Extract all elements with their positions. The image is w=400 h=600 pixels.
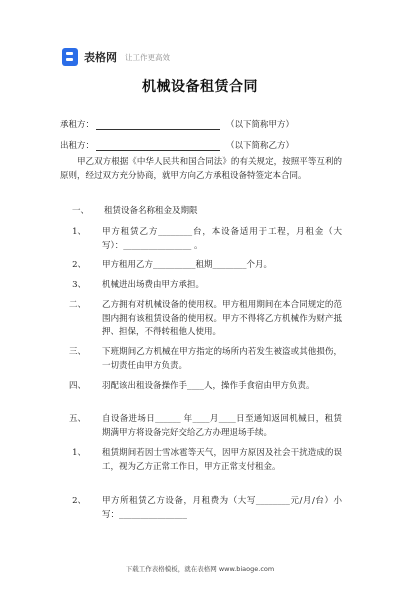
clause-text: 机械进出场费由甲方承担。 [102,280,205,290]
clause-text: 羽配该出租设备操作手____人，操作手食宿由甲方负责。 [102,381,315,391]
clause-5-2 [60,495,342,522]
clause-2 [60,299,342,340]
brand-slogan: 让工作更高效 [125,52,170,62]
lessee-label: 承租方： [60,120,95,130]
lessee-suffix: （以下简称甲方） [226,120,295,130]
clause-text: 甲方租赁乙方________台，本设备适用于工程，月租金（大写）：________________ 。 [102,227,342,251]
clause-number: 1、 [72,227,86,237]
clause-number: 3、 [72,280,86,290]
clause-number: 二、 [68,300,86,310]
clause-number: 1、 [72,448,86,458]
clause-number: 一、 [72,206,90,216]
clause-text: 自设备进场日______ 年____月____日至通知返回机械日，租赁期满甲方将设备完好交给乙方办理退场手续。 [102,414,342,438]
brand-name: 表格网 [84,51,117,64]
clause-1 [60,205,342,219]
lessor-label: 出租方： [60,141,95,151]
lessee-line [60,118,294,130]
clause-text: 甲方所租赁乙方设备，月租费为（大写________元/月/台）小写：________________ [102,496,342,520]
clause-5-1 [60,447,342,474]
clause-4 [60,380,342,394]
clause-text: 下班期间乙方机械在甲方指定的场所内若发生被盗或其他损伤，一切责任由甲方负责。 [102,347,342,371]
clause-number: 2、 [72,496,86,506]
clause-number: 五、 [68,414,86,424]
lessor-line [60,139,294,151]
clause-1-3 [60,279,342,293]
clause-text: 甲方租用乙方__________租期________个月。 [102,260,273,270]
clause-3 [60,346,342,373]
clause-5 [60,413,342,440]
clause-number: 四、 [68,381,86,391]
clause-number: 2、 [72,260,86,270]
lessor-suffix: （以下简称乙方） [226,141,295,151]
clause-text: 租赁期间若因士雪冰雹等天气，因甲方原因及社会干扰造成的误工，视为乙方正常工作日，甲方正常支付租金。 [102,448,342,472]
intro-paragraph: 甲乙双方根据《中华人民共和国合同法》的有关规定，按照平等互利的原则，经过双方充分协商，就甲方向乙方承租设备特签定本合同。 [60,157,342,181]
lessor-blank [96,142,220,151]
document-title: 机械设备租赁合同 [142,79,258,95]
clause-text: 租赁设备名称租金及期限 [104,206,198,216]
lessee-blank [96,121,220,130]
clause-text: 乙方拥有对机械设备的使用权。甲方租用期间在本合同规定的范围内拥有该租赁设备的使用权。甲方不得将乙方机械作为财产抵押、担保，不得转租他人使用。 [102,300,342,337]
page-footer: 下载工作表格模板，就在表格网 www.biaoge.com [125,565,275,573]
clause-number: 三、 [68,347,86,357]
brand-header [62,46,170,68]
biaoge-logo-icon [62,48,78,66]
clause-1-1 [60,226,342,253]
clause-1-2 [60,259,342,273]
